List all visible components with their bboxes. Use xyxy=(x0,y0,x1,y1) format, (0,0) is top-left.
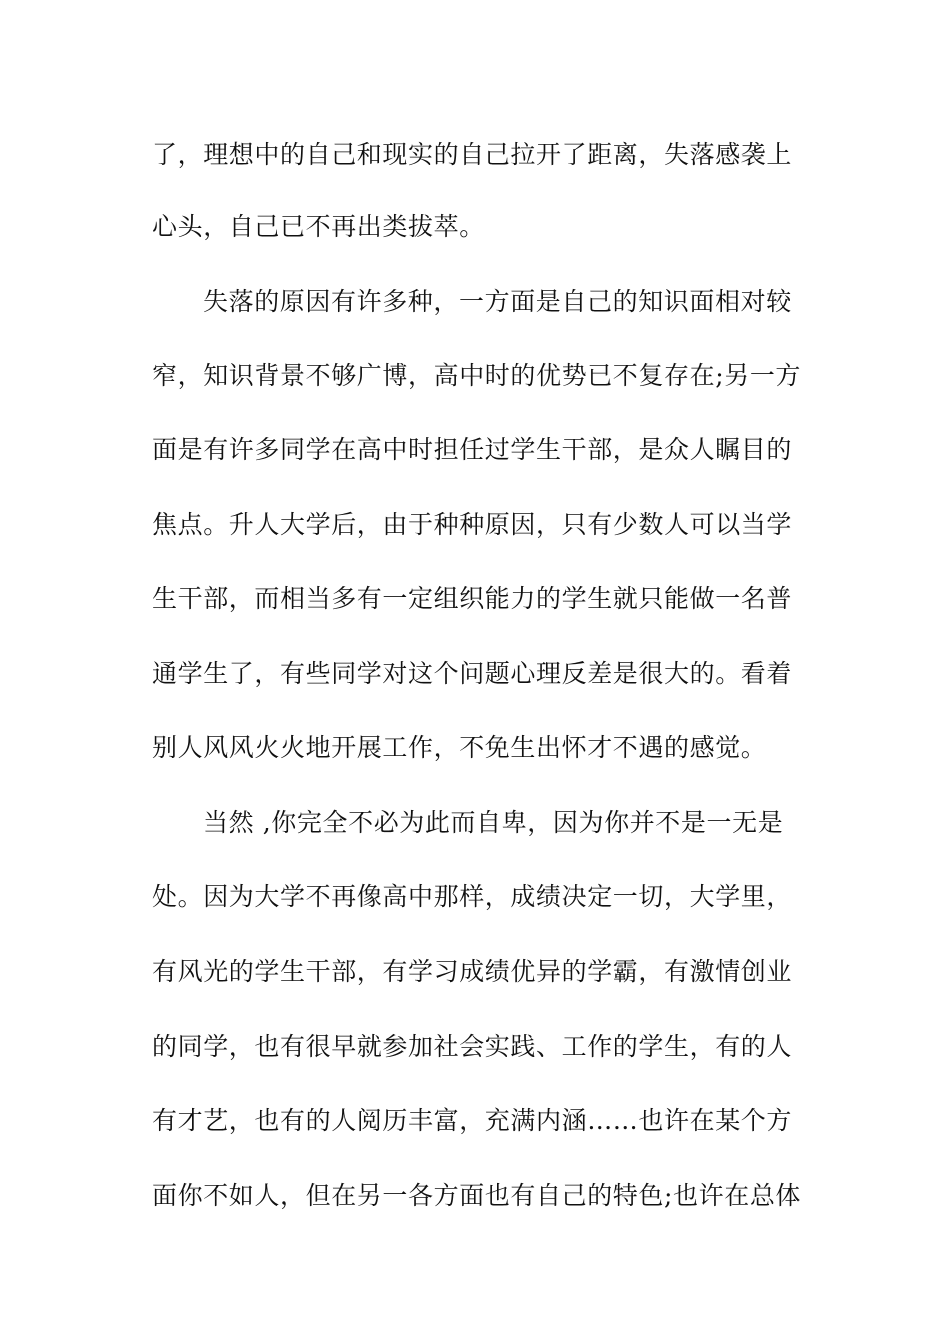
text-line: 面你不如人，但在另一各方面也有自己的特色;也许在总体 xyxy=(152,1181,802,1210)
paragraph-start-line: 当然 ,你完全不必为此而自卑，因为你并不是一无是 xyxy=(203,808,784,837)
text-line: 的同学，也有很早就参加社会实践、工作的学生，有的人 xyxy=(152,1032,793,1061)
text-line: 窄，知识背景不够广博，高中时的优势已不复存在;另一方 xyxy=(152,361,802,390)
text-line: 焦点。升人大学后，由于种种原因，只有少数人可以当学 xyxy=(152,510,793,539)
text-line: 处。因为大学不再像高中那样，成绩决定一切，大学里， xyxy=(152,882,793,911)
text-line: 了，理想中的自己和现实的自己拉开了距离，失落感袭上 xyxy=(152,140,793,169)
text-line: 面是有许多同学在高中时担任过学生干部，是众人瞩目的 xyxy=(152,435,793,464)
text-line: 别人风风火火地开展工作，不免生出怀才不遇的感觉。 xyxy=(152,733,767,762)
text-line: 通学生了，有些同学对这个问题心理反差是很大的。看着 xyxy=(152,659,793,688)
text-line: 生干部，而相当多有一定组织能力的学生就只能做一名普 xyxy=(152,584,793,613)
text-line: 有风光的学生干部，有学习成绩优异的学霸，有激情创业 xyxy=(152,957,793,986)
text-line: 有才艺，也有的人阅历丰富，充满内涵……也许在某个方 xyxy=(152,1106,793,1135)
paragraph-start-line: 失落的原因有许多种，一方面是自己的知识面相对较 xyxy=(203,287,792,316)
text-line: 心头，自己已不再出类拔萃。 xyxy=(152,212,485,241)
